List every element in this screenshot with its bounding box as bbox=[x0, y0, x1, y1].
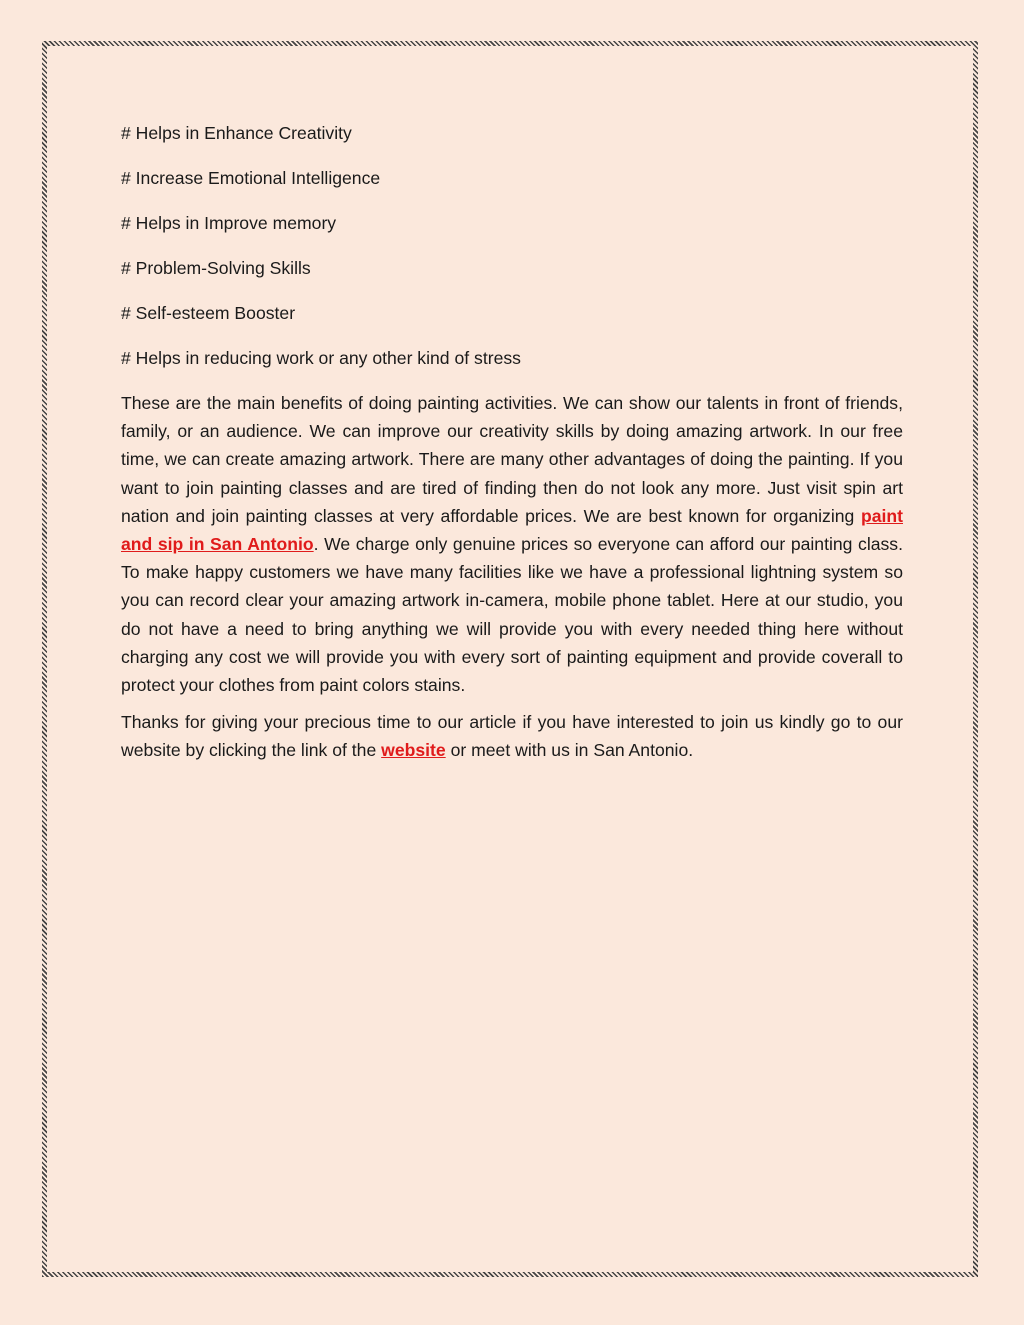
paragraph-text: Thanks for giving your precious time to our article if you have interested to join us kindly go to our website by clicking the link of the bbox=[121, 712, 903, 761]
paragraph-text: These are the main benefits of doing painting activities. We can show our talents in front of friends, family, or an audience. We can improve our creativity skills by doing amazing artwork. In our free time, we can create amazing artwork. There are many other advantages of doing the painting. If you want to join painting classes and are tired of finding then do not look any more. Just visit spin art nation and join painting classes at very affordable prices. We are best known for organizing bbox=[121, 393, 903, 526]
bullet-item: # Helps in Enhance Creativity bbox=[121, 123, 352, 143]
bullet-item: # Helps in reducing work or any other kind of stress bbox=[121, 348, 521, 368]
paragraph-text: . We charge only genuine prices so everyone can afford our painting class. To make happy customers we have many facilities like we have a professional lightning system so you can record clear your amazing artwork in-camera, mobile phone tablet. Here at our studio, you do not have a need to bring anything we will provide you with every needed thing here without charging any cost we will provide you with every sort of painting equipment and provide coverall to protect your clothes from paint colors stains. bbox=[121, 534, 903, 696]
paint-and-sip-link[interactable]: paint and sip in San Antonio bbox=[121, 505, 903, 555]
closing-paragraph bbox=[121, 708, 903, 764]
bullet-item: # Helps in Improve memory bbox=[121, 213, 337, 233]
bullet-item: # Increase Emotional Intelligence bbox=[121, 168, 381, 188]
website-link[interactable]: website bbox=[381, 740, 446, 761]
document-body bbox=[121, 118, 903, 774]
paragraph-text: or meet with us in San Antonio. bbox=[445, 740, 694, 761]
bullet-item: # Self-esteem Booster bbox=[121, 303, 296, 323]
bullet-item: # Problem-Solving Skills bbox=[121, 258, 311, 278]
benefits-paragraph bbox=[121, 389, 903, 699]
